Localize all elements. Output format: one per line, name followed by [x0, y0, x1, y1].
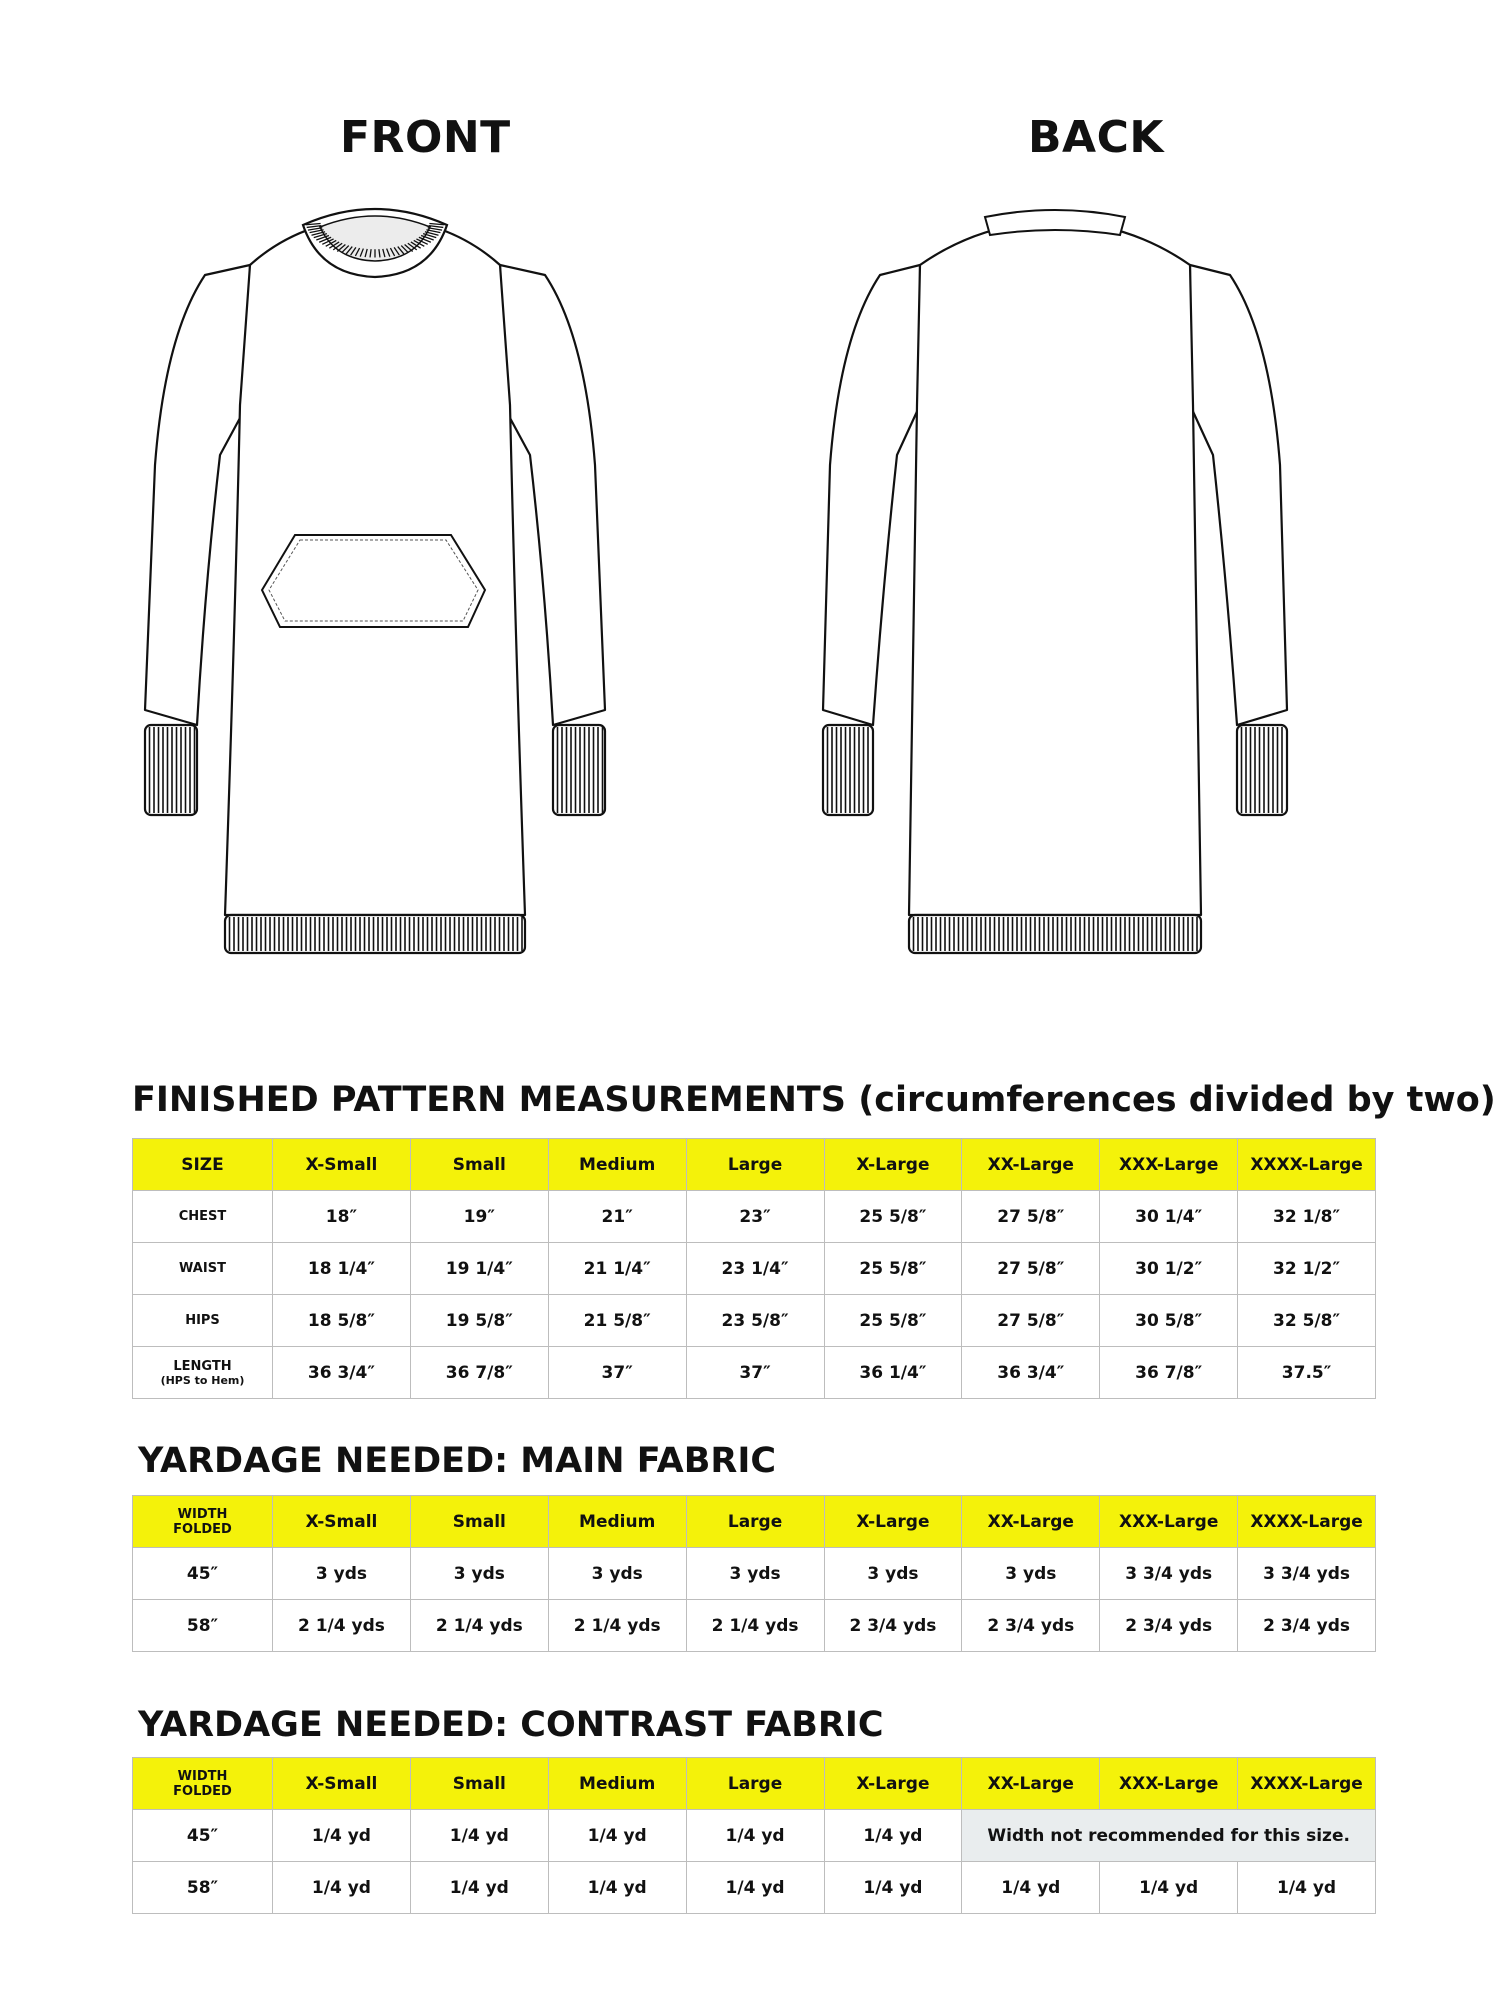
hem-band — [225, 915, 525, 953]
measurement-label — [133, 1347, 273, 1399]
body — [909, 221, 1201, 915]
measurement-cell: 27 5/8″ — [962, 1191, 1100, 1243]
size-column-header: X-Large — [824, 1496, 962, 1548]
size-column-header: X-Large — [824, 1139, 962, 1191]
measurement-name: WAIST — [179, 1261, 226, 1276]
yardage-cell: 1/4 yd — [548, 1810, 686, 1862]
yardage-cell: 3 yds — [273, 1548, 411, 1600]
measurement-name: CHEST — [178, 1209, 227, 1224]
yardage-cell: 2 3/4 yds — [1238, 1600, 1376, 1652]
yardage-cell: 2 3/4 yds — [962, 1600, 1100, 1652]
yardage-cell: 3 yds — [824, 1548, 962, 1600]
measurement-cell: 27 5/8″ — [962, 1295, 1100, 1347]
measurement-cell: 30 1/2″ — [1100, 1243, 1238, 1295]
left-cuff — [823, 725, 873, 815]
measurement-cell: 25 5/8″ — [824, 1243, 962, 1295]
measurement-cell: 23″ — [686, 1191, 824, 1243]
measurements-title: FINISHED PATTERN MEASUREMENTS (circumferences divided by two) — [132, 1080, 1496, 1120]
measurement-cell: 36 7/8″ — [1100, 1347, 1238, 1399]
width-folded-header: WIDTH FOLDED — [133, 1758, 273, 1810]
yardage-cell: 1/4 yd — [686, 1810, 824, 1862]
yardage-cell: 3 3/4 yds — [1100, 1548, 1238, 1600]
measurement-label — [133, 1191, 273, 1243]
measurement-cell: 21″ — [548, 1191, 686, 1243]
size-column-header: XX-Large — [962, 1758, 1100, 1810]
measurement-cell: 18 1/4″ — [273, 1243, 411, 1295]
measurement-cell: 18″ — [273, 1191, 411, 1243]
yardage-cell: 3 yds — [686, 1548, 824, 1600]
measurement-name: HIPS — [185, 1313, 220, 1328]
right-cuff — [553, 725, 605, 815]
size-column-header: XX-Large — [962, 1139, 1100, 1191]
measurement-row — [133, 1243, 1376, 1295]
contrast-fabric-header-row — [133, 1758, 1376, 1810]
yardage-cell: 1/4 yd — [273, 1810, 411, 1862]
yardage-row — [133, 1548, 1376, 1600]
yardage-cell: 2 1/4 yds — [410, 1600, 548, 1652]
yardage-cell: 3 yds — [410, 1548, 548, 1600]
measurement-cell: 37.5″ — [1238, 1347, 1376, 1399]
size-column-header: Medium — [548, 1496, 686, 1548]
measurement-cell: 21 5/8″ — [548, 1295, 686, 1347]
fabric-width: 58″ — [133, 1600, 273, 1652]
yardage-cell: 1/4 yd — [686, 1862, 824, 1914]
size-column-header: XXX-Large — [1100, 1758, 1238, 1810]
yardage-cell: 1/4 yd — [1100, 1862, 1238, 1914]
measurement-cell: 21 1/4″ — [548, 1243, 686, 1295]
left-sleeve — [823, 265, 920, 725]
size-column-header: X-Large — [824, 1758, 962, 1810]
size-column-header: Large — [686, 1758, 824, 1810]
size-column-header: Small — [410, 1758, 548, 1810]
front-view-title: FRONT — [340, 112, 511, 163]
contrast-fabric-table — [132, 1757, 1376, 1914]
back-garment-illustration — [815, 205, 1295, 965]
size-column-header: X-Small — [273, 1496, 411, 1548]
yardage-row — [133, 1810, 1376, 1862]
measurement-cell: 30 5/8″ — [1100, 1295, 1238, 1347]
measurement-cell: 37″ — [686, 1347, 824, 1399]
main-fabric-title: YARDAGE NEEDED: MAIN FABRIC — [138, 1441, 777, 1481]
yardage-cell: 3 yds — [548, 1548, 686, 1600]
size-column-header: XXXX-Large — [1238, 1139, 1376, 1191]
back-view-title: BACK — [1028, 112, 1164, 163]
measurement-cell: 36 3/4″ — [273, 1347, 411, 1399]
fabric-width: 45″ — [133, 1548, 273, 1600]
measurement-cell: 23 5/8″ — [686, 1295, 824, 1347]
measurement-name: LENGTH — [173, 1358, 232, 1374]
measurement-cell: 32 1/8″ — [1238, 1191, 1376, 1243]
measurement-cell: 19″ — [410, 1191, 548, 1243]
size-column-header: Medium — [548, 1139, 686, 1191]
yardage-cell: 2 1/4 yds — [548, 1600, 686, 1652]
measurement-cell: 32 5/8″ — [1238, 1295, 1376, 1347]
size-column-header: XXXX-Large — [1238, 1496, 1376, 1548]
size-column-header: X-Small — [273, 1758, 411, 1810]
measurement-row — [133, 1191, 1376, 1243]
yardage-row — [133, 1862, 1376, 1914]
measurement-label — [133, 1295, 273, 1347]
size-column-header: X-Small — [273, 1139, 411, 1191]
measurement-cell: 18 5/8″ — [273, 1295, 411, 1347]
size-column-header: XXX-Large — [1100, 1139, 1238, 1191]
yardage-cell: 1/4 yd — [1238, 1862, 1376, 1914]
measurement-cell: 27 5/8″ — [962, 1243, 1100, 1295]
yardage-cell: 3 yds — [962, 1548, 1100, 1600]
measurements-table — [132, 1138, 1376, 1399]
measurement-cell: 30 1/4″ — [1100, 1191, 1238, 1243]
main-fabric-table — [132, 1495, 1376, 1652]
size-header: SIZE — [133, 1139, 273, 1191]
yardage-cell: 2 1/4 yds — [273, 1600, 411, 1652]
yardage-cell: 3 3/4 yds — [1238, 1548, 1376, 1600]
measurement-cell: 36 1/4″ — [824, 1347, 962, 1399]
size-column-header: Medium — [548, 1758, 686, 1810]
yardage-cell: 1/4 yd — [410, 1862, 548, 1914]
measurements-header-row — [133, 1139, 1376, 1191]
fabric-width: 58″ — [133, 1862, 273, 1914]
measurement-cell: 37″ — [548, 1347, 686, 1399]
yardage-cell: 1/4 yd — [824, 1862, 962, 1914]
left-cuff — [145, 725, 197, 815]
fabric-width: 45″ — [133, 1810, 273, 1862]
measurement-cell: 25 5/8″ — [824, 1295, 962, 1347]
size-column-header: Large — [686, 1139, 824, 1191]
measurement-sub: (HPS to Hem) — [160, 1373, 245, 1387]
contrast-fabric-title: YARDAGE NEEDED: CONTRAST FABRIC — [138, 1705, 884, 1745]
right-sleeve — [1190, 265, 1287, 725]
width-folded-header: WIDTH FOLDED — [133, 1496, 273, 1548]
yardage-cell: 1/4 yd — [548, 1862, 686, 1914]
measurement-cell: 36 3/4″ — [962, 1347, 1100, 1399]
measurement-cell: 32 1/2″ — [1238, 1243, 1376, 1295]
yardage-cell: 1/4 yd — [273, 1862, 411, 1914]
yardage-cell: 2 3/4 yds — [824, 1600, 962, 1652]
right-cuff — [1237, 725, 1287, 815]
measurement-cell: 25 5/8″ — [824, 1191, 962, 1243]
size-column-header: XX-Large — [962, 1496, 1100, 1548]
yardage-cell: 1/4 yd — [962, 1862, 1100, 1914]
measurement-row — [133, 1295, 1376, 1347]
size-column-header: Small — [410, 1139, 548, 1191]
yardage-cell: 1/4 yd — [824, 1810, 962, 1862]
not-recommended-note: Width not recommended for this size. — [962, 1810, 1376, 1862]
yardage-cell: 2 3/4 yds — [1100, 1600, 1238, 1652]
size-column-header: XXXX-Large — [1238, 1758, 1376, 1810]
front-garment-illustration — [135, 205, 615, 965]
measurement-cell: 36 7/8″ — [410, 1347, 548, 1399]
yardage-cell: 1/4 yd — [410, 1810, 548, 1862]
measurement-label — [133, 1243, 273, 1295]
size-column-header: XXX-Large — [1100, 1496, 1238, 1548]
measurement-cell: 23 1/4″ — [686, 1243, 824, 1295]
size-column-header: Large — [686, 1496, 824, 1548]
main-fabric-header-row — [133, 1496, 1376, 1548]
yardage-cell: 2 1/4 yds — [686, 1600, 824, 1652]
yardage-row — [133, 1600, 1376, 1652]
hem-band — [909, 915, 1201, 953]
measurement-cell: 19 1/4″ — [410, 1243, 548, 1295]
size-column-header: Small — [410, 1496, 548, 1548]
measurement-row — [133, 1347, 1376, 1399]
measurement-cell: 19 5/8″ — [410, 1295, 548, 1347]
